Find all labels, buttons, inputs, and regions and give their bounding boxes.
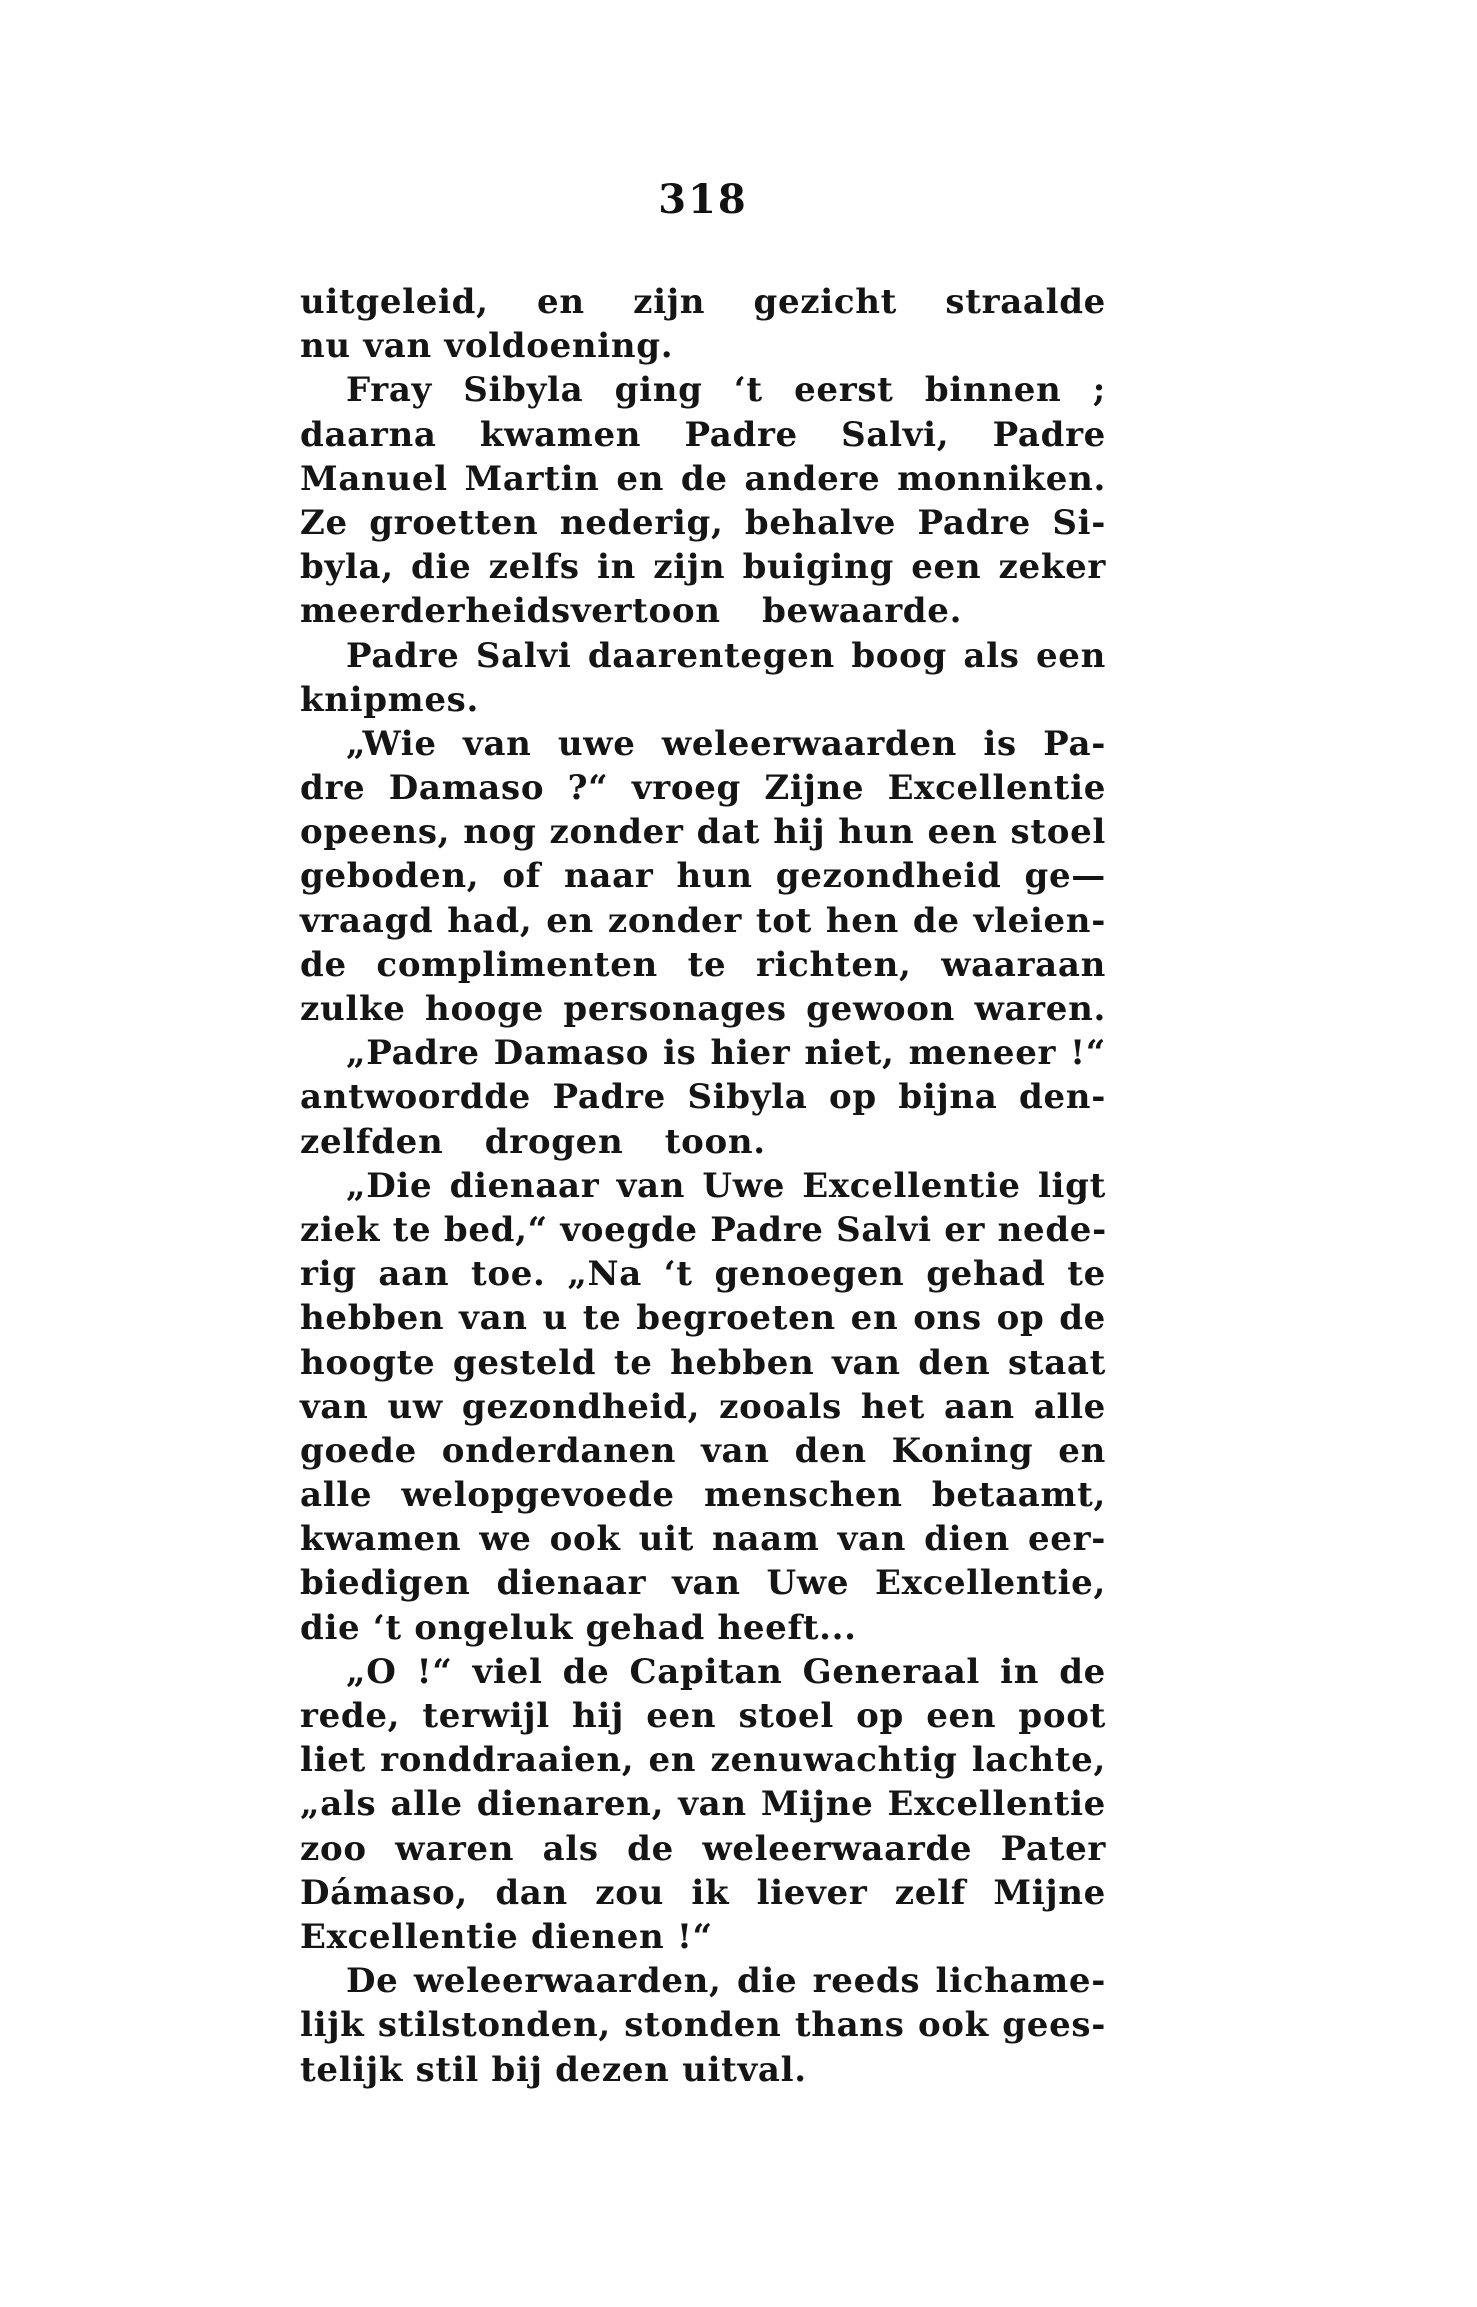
text-line: Padre Salvi daarentegen boog als een — [346, 635, 1106, 676]
text-line: „als alle dienaren, van Mijne Excellentie — [300, 1784, 1106, 1825]
text-line: rede, terwijl hij een stoel op een poot — [300, 1696, 1106, 1736]
text-line: goede onderdanen van den Koning en — [300, 1430, 1106, 1471]
text-line: ziek te bed,“ voegde Padre Salvi er nede- — [300, 1209, 1107, 1250]
text-line: geboden, of naar hun gezondheid ge— — [300, 856, 1106, 897]
text-line: van uw gezondheid, zooals het aan alle — [300, 1386, 1106, 1427]
text-line: byla, die zelfs in zijn buiging een zeker — [300, 547, 1106, 588]
text-line: „O !“ viel de Capitan Generaal in de — [346, 1651, 1106, 1692]
text-line: die ‘t ongeluk gehad heeft... — [300, 1607, 857, 1648]
text-line: de complimenten te richten, waaraan — [300, 944, 1106, 985]
text-line: dre Damaso ?“ vroeg Zijne Excellentie — [300, 768, 1106, 809]
text-line: zoo waren als de weleerwaarde Pater — [300, 1828, 1106, 1869]
page-text — [300, 280, 1106, 2092]
text-line: liet ronddraaien, en zenuwachtig lachte, — [300, 1740, 1106, 1781]
text-line: nu van voldoening. — [300, 326, 674, 367]
text-line: zelfden drogen toon. — [300, 1121, 766, 1162]
text-line: knipmes. — [300, 679, 479, 720]
text-line: hoogte gesteld te hebben van den staat — [300, 1342, 1106, 1383]
text-line: hebben van u te begroeten en ons op de — [300, 1298, 1106, 1339]
text-line: Excellentie dienen !“ — [300, 1916, 713, 1957]
text-line: opeens, nog zonder dat hij hun een stoel — [300, 812, 1106, 853]
text-line: Dámaso, dan zou ik liever zelf Mijne — [300, 1872, 1106, 1913]
text-line: „Die dienaar van Uwe Excellentie ligt — [346, 1165, 1106, 1206]
text-line: rig aan toe. „Na ‘t genoegen gehad te — [300, 1254, 1106, 1295]
text-line: alle welopgevoede menschen betaamt, — [300, 1475, 1106, 1516]
text-line: „Wie van uwe weleerwaarden is Pa- — [346, 723, 1106, 764]
text-line: Ze groetten nederig, behalve Padre Si- — [300, 502, 1106, 543]
text-line: „Padre Damaso is hier niet, meneer !“ — [346, 1033, 1106, 1074]
text-line: zulke hooge personages gewoon waren. — [300, 989, 1106, 1029]
text-line: telijk stil bij dezen uitval. — [300, 2049, 807, 2090]
text-line: antwoordde Padre Sibyla op bijna den- — [300, 1077, 1106, 1118]
page-number: 318 — [658, 176, 748, 223]
text-line: lijk stilstonden, stonden thans ook gees- — [300, 2005, 1106, 2046]
text-line: meerderheidsvertoon bewaarde. — [300, 591, 963, 632]
text-line: kwamen we ook uit naam van dien eer- — [300, 1519, 1106, 1560]
text-line: De weleerwaarden, die reeds lichame- — [346, 1961, 1106, 2002]
text-line: uitgeleid, en zijn gezicht straalde — [300, 282, 1106, 322]
text-line: Manuel Martin en de andere monniken. — [300, 458, 1106, 499]
text-line: biedigen dienaar van Uwe Excellentie, — [300, 1563, 1106, 1604]
text-line: vraagd had, en zonder tot hen de vleien- — [300, 900, 1106, 941]
text-line: daarna kwamen Padre Salvi, Padre — [300, 414, 1106, 455]
text-line: Fray Sibyla ging ‘t eerst binnen ; — [346, 370, 1106, 411]
